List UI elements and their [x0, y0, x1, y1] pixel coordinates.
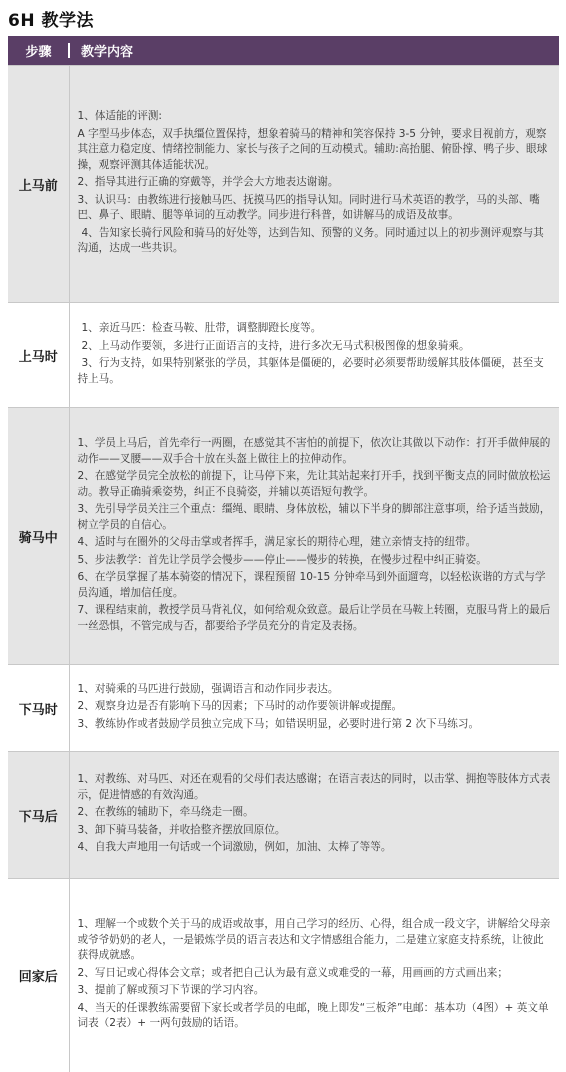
table-row: [8, 408, 559, 665]
step-label: 下马时: [8, 665, 69, 752]
content-item: 1、对教练、对马匹、对还在观看的父母们表达感谢；在语言表达的同时，以击掌、拥抱等肢体方式表示，促进情感的有效沟通。: [78, 772, 554, 803]
content-item: 4、自我大声地用一句话或一个词激励，例如，加油、太棒了等等。: [78, 840, 554, 856]
table-row: [8, 665, 559, 752]
content-item: 1、体适能的评测:: [78, 109, 554, 125]
content-item: 2、写日记或心得体会文章；或者把自己认为最有意义或难受的一幕，用画画的方式画出来；: [78, 966, 554, 982]
content-item: 2、在教练的辅助下，牵马绕走一圈。: [78, 805, 554, 821]
content-item: 3、先引导学员关注三个重点：缰绳、眼睛、身体放松，辅以下半身的脚部注意事项，给予适当鼓励，树立学员的自信心。: [78, 502, 554, 533]
content-item: 1、对骑乘的马匹进行鼓励，强调语言和动作同步表达。: [78, 682, 554, 698]
content-item: 3、认识马：由教练进行接触马匹、抚摸马匹的指导认知。同时进行马术英语的教学，马的头部、嘴巴、鼻子、眼睛、腿等单词的互动教学。同步进行科普，如讲解马的成语及故事。: [78, 193, 554, 224]
content-item: 7、课程结束前，教授学员马背礼仪，如何给观众致意。最后让学员在马鞍上转圈，克服马背上的最后一丝恐惧，不管完成与否，都要给予学员充分的肯定及表扬。: [78, 603, 554, 634]
content-item: 2、指导其进行正确的穿戴等，并学会大方地表达谢谢。: [78, 175, 554, 191]
page-title: 6H 教学法: [8, 6, 94, 31]
step-content: [69, 66, 559, 303]
content-item: 4、告知家长骑行风险和骑马的好处等，达到告知、预警的义务。同时通过以上的初步测评观察与其沟通，达成一些共识。: [78, 226, 554, 257]
header-content: 教学内容: [69, 36, 559, 66]
table-header-row: [8, 36, 559, 66]
content-item: 4、当天的任课教练需要留下家长或者学员的电邮，晚上即发“三板斧”电邮：基本功（4图）+ 英文单词表（2表）+ 一两句鼓励的话语。: [78, 1001, 554, 1032]
content-item: 2、观察身边是否有影响下马的因素；下马时的动作要领讲解或提醒。: [78, 699, 554, 715]
content-item: 4、适时与在圈外的父母击掌或者挥手，满足家长的期待心理，建立亲情支持的纽带。: [78, 535, 554, 551]
step-content: [69, 879, 559, 1072]
header-step: 步骤: [8, 36, 69, 66]
step-content: [69, 752, 559, 879]
step-label: 上马时: [8, 303, 69, 408]
content-item: 5、步法教学：首先让学员学会慢步——停止——慢步的转换，在慢步过程中纠正骑姿。: [78, 553, 554, 569]
step-content: [69, 665, 559, 752]
table-row: [8, 303, 559, 408]
content-item: 3、提前了解或预习下节课的学习内容。: [78, 983, 554, 999]
step-content: [69, 408, 559, 665]
step-label: 回家后: [8, 879, 69, 1072]
content-item: 1、学员上马后，首先牵行一两圈，在感觉其不害怕的前提下，依次让其做以下动作：打开手做伸展的动作——叉腰——双手合十放在头盔上做往上的拉伸动作。: [78, 436, 554, 467]
step-label: 骑马中: [8, 408, 69, 665]
content-item: 3、教练协作或者鼓励学员独立完成下马；如错误明显，必要时进行第 2 次下马练习。: [78, 717, 554, 733]
teaching-method-table: [8, 36, 559, 1072]
step-label: 下马后: [8, 752, 69, 879]
content-item: 6、在学员掌握了基本骑姿的情况下，课程预留 10-15 分钟牵马到外面遛弯，以轻松诙谐的方式与学员沟通，增加信任度。: [78, 570, 554, 601]
content-item: A 字型马步体态，双手执缰位置保持，想象着骑马的精神和笑容保持 3-5 分钟，要求目视前方，观察其注意力稳定度、情绪控制能力、家长与孩子之间的互动模式。辅助:高抬腿、俯卧撑、鸭子步、眼球操，观察评测其体适能状况。: [78, 127, 554, 174]
content-item: 2、上马动作要领，多进行正面语言的支持，进行多次无马式积极图像的想象骑乘。: [78, 339, 554, 355]
content-item: 1、理解一个或数个关于马的成语或故事，用自己学习的经历、心得，组合成一段文字，讲解给父母亲或爷爷奶奶的老人，一是锻炼学员的语言表达和文字情感组合能力，二是建立家庭支持系统，让彼此获得成就感。: [78, 917, 554, 964]
step-label: 上马前: [8, 66, 69, 303]
step-content: [69, 303, 559, 408]
table-row: [8, 879, 559, 1072]
table-row: [8, 66, 559, 303]
content-item: 3、行为支持，如果特别紧张的学员，其躯体是僵硬的，必要时必须要帮助缓解其肢体僵硬，甚至支持上马。: [78, 356, 554, 387]
table-row: [8, 752, 559, 879]
content-item: 1、亲近马匹：检查马鞍、肚带，调整脚蹬长度等。: [78, 321, 554, 337]
content-item: 3、卸下骑马装备，并收拾整齐摆放回原位。: [78, 823, 554, 839]
content-item: 2、在感觉学员完全放松的前提下，让马停下来，先让其站起来打开手，找到平衡支点的同时做放松运动。教导正确骑乘姿势，纠正不良骑姿，并辅以英语短句教学。: [78, 469, 554, 500]
